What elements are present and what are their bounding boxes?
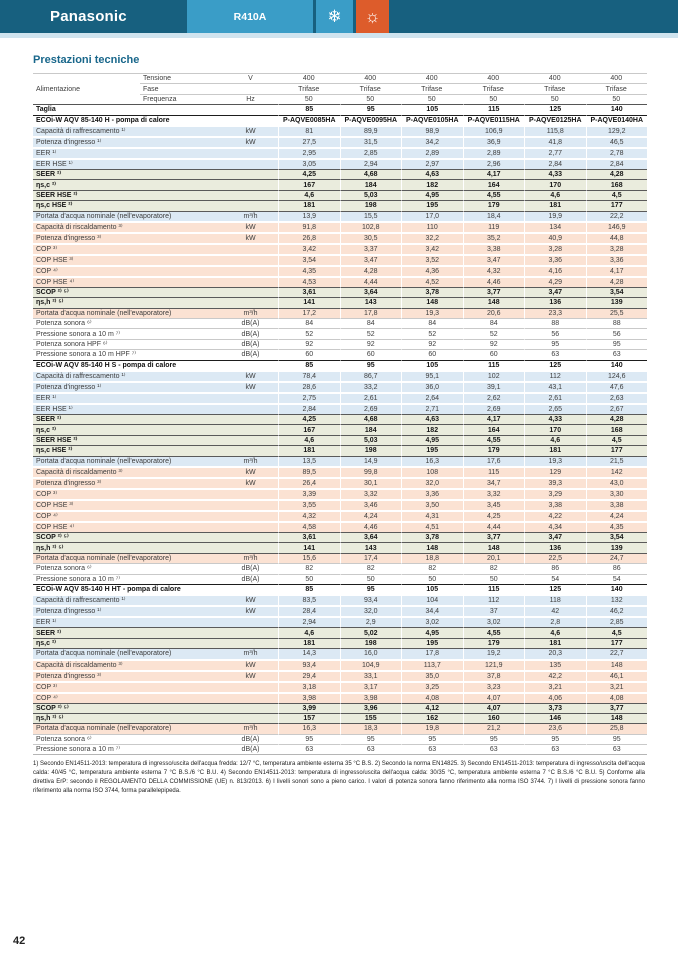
table-row: EER HSE ¹⁾ 2,84 2,69 2,71 2,69 2,65 2,67 [33,403,647,414]
table-row: Portata d'acqua nominale (nell'evaporatore) m³/h 13,5 14,9 16,3 17,6 19,3 21,5 [33,456,647,466]
power-group-label: Alimentazione [33,73,140,104]
page-content [33,54,647,795]
table-row: Alimentazione Tensione V 400 400 400 400 400 400 [33,73,647,83]
header-bar [0,0,678,33]
section-title: ECOi-W AQV 85-140 H - pompa di calore [33,115,278,125]
table-row: Portata d'acqua nominale (nell'evaporatore) m³/h 14,3 16,0 17,8 19,2 20,3 22,7 [33,648,647,658]
table-row: Capacità di raffrescamento ¹⁾ kW 83,5 93,4 104 112 118 132 [33,594,647,605]
section-title: ECOi-W AQV 85-140 H HT - pompa di calore [33,584,278,594]
table-row: SEER ²⁾ 4,25 4,68 4,63 4,17 4,33 4,28 [33,169,647,179]
table-row: Potenza sonora HPF ⁶⁾ dB(A) 92 92 92 92 95 95 [33,339,647,349]
table-row: Potenza d'ingresso ¹⁾ kW 28,6 33,2 36,0 39,1 43,1 47,6 [33,381,647,392]
table-row: Capacità di raffrescamento ¹⁾ kW 78,4 86,7 95,1 102 112 124,6 [33,370,647,381]
table-row: EER ¹⁾ 2,75 2,61 2,64 2,62 2,61 2,63 [33,392,647,403]
table-row: Pressione sonora a 10 m ⁷⁾ dB(A) 50 50 50 50 54 54 [33,574,647,584]
table-row: Pressione sonora a 10 m ⁷⁾ dB(A) 63 63 63 63 63 63 [33,744,647,754]
table-row: Potenza d'ingresso ³⁾ kW 29,4 33,1 35,0 37,8 42,2 46,1 [33,670,647,681]
table-row: ηs,h ²⁾ ⁵⁾ 157 155 162 160 146 148 [33,713,647,723]
table-row: SCOP ²⁾ ⁵⁾ 3,61 3,64 3,78 3,77 3,47 3,54 [33,532,647,542]
table-row: Frequenza Hz 50 50 50 50 50 50 [33,94,647,104]
table-row: EER ¹⁾ 2,95 2,85 2,89 2,89 2,77 2,78 [33,147,647,158]
page-number: 42 [13,935,26,947]
table-row: ηs,c ²⁾ 167 184 182 164 170 168 [33,179,647,189]
table-row: Potenza d'ingresso ¹⁾ kW 28,4 32,0 34,4 37 42 46,2 [33,605,647,616]
table-row: Pressione sonora a 10 m HPF ⁷⁾ dB(A) 60 60 60 60 63 63 [33,349,647,359]
table-row: Portata d'acqua nominale (nell'evaporatore) m³/h 13,9 15,5 17,0 18,4 19,9 22,2 [33,211,647,221]
table-row: COP ⁴⁾ 3,98 3,98 4,08 4,07 4,06 4,08 [33,692,647,703]
table-row: Potenza d'ingresso ³⁾ kW 26,4 30,1 32,0 34,7 39,3 43,0 [33,477,647,488]
table-row: Potenza d'ingresso ¹⁾ kW 27,5 31,5 34,2 36,9 41,8 46,5 [33,136,647,147]
sun-icon: ☼ [356,0,389,33]
panasonic-logo: Panasonic [50,8,127,25]
table-row: SCOP ²⁾ ⁵⁾ 3,61 3,64 3,78 3,77 3,47 3,54 [33,287,647,297]
table-row: Portata d'acqua nominale (nell'evaporatore) m³/h 15,6 17,4 18,8 20,1 22,5 24,7 [33,553,647,563]
table-row: ηs,c ²⁾ 181 198 195 179 181 177 [33,638,647,648]
spec-table [33,73,647,755]
table-row: ηs,c HSE ²⁾ 181 198 195 179 181 177 [33,200,647,210]
table-row: COP ³⁾ 3,18 3,17 3,25 3,23 3,21 3,21 [33,681,647,692]
table-row: COP HSE ³⁾ 3,55 3,46 3,50 3,45 3,38 3,38 [33,499,647,510]
table-row: Fase Trifase Trifase Trifase Trifase Trifase Trifase [33,83,647,93]
table-row: SEER HSE ²⁾ 4,6 5,03 4,95 4,55 4,6 4,5 [33,435,647,445]
page-title: Prestazioni tecniche [33,54,140,66]
table-row: Capacità di riscaldamento ³⁾ kW 93,4 104,9 113,7 121,9 135 148 [33,659,647,670]
table-row: Potenza sonora ⁶⁾ dB(A) 82 82 82 82 86 86 [33,563,647,573]
table-row: COP HSE ³⁾ 3,54 3,47 3,52 3,47 3,36 3,36 [33,254,647,265]
table-row: Potenza sonora ⁶⁾ dB(A) 95 95 95 95 95 95 [33,734,647,744]
spec-table-body [33,73,647,754]
table-row: COP HSE ⁴⁾ 4,58 4,46 4,51 4,44 4,34 4,35 [33,521,647,532]
header-accent-strip [0,33,678,38]
table-row: SEER HSE ²⁾ 4,6 5,03 4,95 4,55 4,6 4,5 [33,190,647,200]
table-row: COP HSE ⁴⁾ 4,53 4,44 4,52 4,46 4,29 4,28 [33,276,647,287]
table-row: Portata d'acqua nominale (nell'evaporatore) m³/h 16,3 18,3 19,8 21,2 23,6 25,8 [33,723,647,733]
table-row: COP ⁴⁾ 4,35 4,28 4,36 4,32 4,16 4,17 [33,265,647,276]
table-row: ηs,h ²⁾ ⁵⁾ 141 143 148 148 136 139 [33,297,647,307]
table-row: SEER ²⁾ 4,6 5,02 4,95 4,55 4,6 4,5 [33,627,647,637]
table-row: Capacità di riscaldamento ³⁾ kW 91,8 102,8 110 119 134 146,9 [33,221,647,232]
header-bar-filler [389,0,678,33]
table-row: ηs,h ²⁾ ⁵⁾ 141 143 148 148 136 139 [33,542,647,552]
footnotes: 1) Secondo EN14511-2013: temperatura di ingresso/uscita dell'acqua fredda: 12/7 °C, temperatura ambiente esterna 35 °C B.S. 2) Secondo la norma EN14825. 3) Secondo EN14511-2013: temperatura di ingresso/uscita dell'acqua calda: 40/45 °C, temperatura ambiente esterna 7 °C B.S./6 °C B.U. 4) Secondo EN14511-2013: temperatura di ingresso/uscita dell'acqua calda: 30/35 °C, temperatura ambiente esterna 7 °C B.S./6 °C B.U. 5) Conforme alla direttiva ErP: secondo il REGOLAMENTO DELLA COMMISSIONE (UE) n. 813/2013. 6) I livelli sonori sono a pieno carico. I valori di potenza sonora fanno riferimento alla norma ISO 3744. 7) I livelli di pressione sonora fanno riferimento alla norma ISO 3744, forma parallelepipeda. [33,761,645,794]
snowflake-icon: ❄ [316,0,353,33]
table-row: SEER ²⁾ 4,25 4,68 4,63 4,17 4,33 4,28 [33,414,647,424]
table-row: Capacità di riscaldamento ³⁾ kW 89,5 99,8 108 115 129 142 [33,466,647,477]
table-row: SCOP ²⁾ ⁵⁾ 3,99 3,96 4,12 4,07 3,73 3,77 [33,703,647,713]
section-header-row: ECOi-W AQV 85-140 H S - pompa di calore 85 95 105 115 125 140 [33,360,647,370]
section-header-row: ECOi-W AQV 85-140 H HT - pompa di calore 85 95 105 115 125 140 [33,584,647,594]
table-row: Pressione sonora a 10 m ⁷⁾ dB(A) 52 52 52 52 56 56 [33,328,647,338]
refrigerant-badge: R410A [187,0,313,33]
section-title: ECOi-W AQV 85-140 H S - pompa di calore [33,360,278,370]
table-row: COP ³⁾ 3,42 3,37 3,42 3,38 3,28 3,28 [33,243,647,254]
table-row: Taglia 85 95 105 115 125 140 [33,104,647,114]
table-row: Potenza d'ingresso ³⁾ kW 26,8 30,5 32,2 35,2 40,9 44,8 [33,232,647,243]
table-row: EER ¹⁾ 2,94 2,9 3,02 3,02 2,8 2,85 [33,616,647,627]
section-header-row: ECOi-W AQV 85-140 H - pompa di calore P-AQVE0085HA P-AQVE0095HA P-AQVE0105HA P-AQVE0115HA P-AQVE0125HA P-AQVE0140HA [33,115,647,125]
table-row: COP ⁴⁾ 4,32 4,24 4,31 4,25 4,22 4,24 [33,510,647,521]
table-row: ηs,c HSE ²⁾ 181 198 195 179 181 177 [33,445,647,455]
table-row: Potenza sonora ⁶⁾ dB(A) 84 84 84 84 88 88 [33,318,647,328]
table-row: ηs,c ²⁾ 167 184 182 164 170 168 [33,424,647,434]
table-row: COP ³⁾ 3,39 3,32 3,36 3,32 3,29 3,30 [33,488,647,499]
table-row: Capacità di raffrescamento ¹⁾ kW 81 89,9 98,9 106,9 115,8 129,2 [33,125,647,136]
table-row: Portata d'acqua nominale (nell'evaporatore) m³/h 17,2 17,8 19,3 20,6 23,3 25,5 [33,308,647,318]
table-row: EER HSE ¹⁾ 3,05 2,94 2,97 2,96 2,84 2,84 [33,158,647,169]
